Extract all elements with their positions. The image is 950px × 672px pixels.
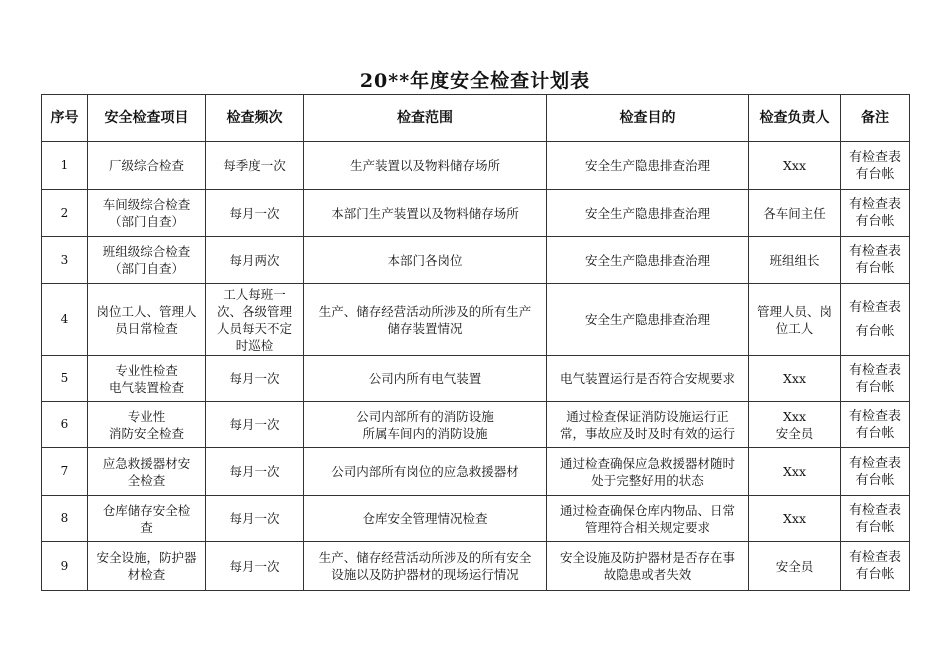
cell-owner-line: 各车间主任 — [763, 205, 826, 221]
cell-scope — [304, 542, 547, 591]
cell-frequency-line: 工人每班一 — [223, 286, 286, 302]
header-frequency: 检查频次 — [206, 95, 304, 142]
cell-purpose-line: 电气装置运行是否符合安规要求 — [559, 371, 735, 386]
cell-item-line: （部门自查） — [108, 261, 184, 276]
cell-scope-line: 生产、储存经营活动所涉及的所有安全 — [318, 550, 532, 565]
cell-frequency-line: 人员每天不定 — [216, 320, 292, 336]
cell-frequency — [206, 448, 304, 496]
cell-note — [841, 448, 910, 496]
cell-owner — [749, 496, 841, 542]
cell-frequency-line: 每月一次 — [229, 464, 280, 479]
cell-note-line: 有台帐 — [855, 323, 895, 339]
cell-note-line: 有检查表 — [848, 149, 901, 165]
table-row — [42, 142, 910, 190]
cell-scope — [304, 142, 547, 190]
cell-note — [841, 142, 910, 190]
cell-note-line: 有台帐 — [855, 379, 895, 395]
cell-purpose — [547, 284, 749, 356]
cell-scope-line: 公司内所有电气装置 — [368, 371, 482, 386]
cell-purpose — [547, 542, 749, 591]
cell-purpose — [547, 402, 749, 448]
cell-note-line: 有台帐 — [855, 166, 895, 182]
cell-purpose — [547, 142, 749, 190]
cell-item — [88, 142, 206, 190]
cell-owner — [749, 237, 841, 284]
cell-note — [841, 237, 910, 284]
cell-owner — [749, 542, 841, 591]
cell-scope-line: 所属车间内的消防设施 — [362, 425, 488, 441]
cell-frequency — [206, 237, 304, 284]
cell-note-line: 有台帐 — [855, 425, 895, 441]
cell-frequency-line: 每月一次 — [229, 511, 280, 526]
cell-owner-line: Xxx — [783, 511, 806, 526]
cell-note — [841, 284, 910, 356]
cell-no: 1 — [42, 142, 88, 190]
cell-owner — [749, 448, 841, 496]
cell-frequency-line: 每月一次 — [229, 417, 280, 432]
cell-frequency — [206, 190, 304, 237]
cell-note — [841, 496, 910, 542]
cell-scope — [304, 496, 547, 542]
cell-owner-line: Xxx — [783, 371, 806, 386]
cell-item-line: 材检查 — [127, 567, 166, 582]
cell-item-line: 车间级综合检查 — [102, 197, 191, 212]
cell-purpose-line: 通过检查确保仓库内物品、日常 — [559, 502, 735, 518]
cell-note-line: 有台帐 — [855, 519, 895, 535]
header-item: 安全检查项目 — [88, 95, 206, 142]
cell-scope-line: 公司内部所有的消防设施 — [356, 408, 494, 424]
table-row — [42, 402, 910, 448]
cell-item-line: 厂级综合检查 — [108, 158, 184, 173]
cell-item-line: 应急救援器材安 — [102, 455, 191, 471]
cell-frequency-line: 每月一次 — [229, 371, 280, 386]
cell-scope — [304, 284, 547, 356]
cell-scope — [304, 190, 547, 237]
table-row — [42, 542, 910, 591]
cell-scope-line: 仓库安全管理情况检查 — [362, 511, 488, 526]
cell-note — [841, 402, 910, 448]
cell-owner-line: 位工人 — [775, 320, 814, 336]
table-row — [42, 284, 910, 356]
header-note: 备注 — [841, 95, 910, 142]
cell-note-line: 有台帐 — [855, 567, 895, 582]
cell-item — [88, 542, 206, 591]
cell-frequency — [206, 356, 304, 402]
cell-owner-line: 班组组长 — [769, 252, 820, 268]
cell-item — [88, 496, 206, 542]
cell-owner — [749, 402, 841, 448]
cell-frequency — [206, 496, 304, 542]
cell-item — [88, 356, 206, 402]
cell-owner-line: 安全员 — [775, 425, 814, 441]
cell-scope — [304, 402, 547, 448]
table-header-row — [42, 95, 910, 142]
cell-purpose — [547, 496, 749, 542]
cell-no: 8 — [42, 496, 88, 542]
cell-item-line: 仓库储存安全检 — [102, 502, 191, 518]
cell-item-line: 专业性检查 — [115, 362, 178, 378]
cell-no: 9 — [42, 542, 88, 591]
cell-scope-line: 公司内部所有岗位的应急救援器材 — [331, 464, 519, 479]
cell-note-line: 有检查表 — [848, 244, 901, 259]
cell-purpose-line: 安全生产隐患排查治理 — [584, 158, 710, 173]
cell-frequency — [206, 402, 304, 448]
cell-no: 2 — [42, 190, 88, 237]
cell-frequency-line: 次、各级管理 — [216, 303, 292, 319]
cell-scope-line: 本部门生产装置以及物料储存场所 — [331, 205, 519, 221]
cell-item-line: 电气装置检查 — [108, 379, 184, 395]
cell-no: 6 — [42, 402, 88, 448]
cell-frequency-line: 每月一次 — [229, 558, 280, 574]
cell-owner-line: Xxx — [783, 158, 806, 173]
cell-owner-line: Xxx — [783, 408, 806, 424]
cell-item-line: 查 — [140, 519, 153, 535]
cell-item — [88, 448, 206, 496]
cell-frequency — [206, 284, 304, 356]
cell-note-line: 有检查表 — [848, 362, 901, 378]
cell-item — [88, 190, 206, 237]
cell-note-line: 有检查表 — [848, 550, 901, 565]
cell-note-line: 有台帐 — [855, 261, 895, 276]
cell-note-line: 有检查表 — [848, 502, 901, 518]
cell-purpose-line: 安全生产隐患排查治理 — [584, 205, 710, 221]
cell-scope — [304, 448, 547, 496]
cell-no: 7 — [42, 448, 88, 496]
cell-note — [841, 542, 910, 591]
cell-purpose-line: 常，事故应及时及时有效的运行 — [559, 425, 735, 441]
cell-purpose-line: 故隐患或者失效 — [603, 567, 692, 582]
cell-purpose-line: 安全生产隐患排查治理 — [584, 252, 710, 268]
table-row — [42, 448, 910, 496]
cell-scope-line: 储存装置情况 — [387, 320, 463, 336]
cell-note — [841, 190, 910, 237]
cell-purpose-line: 管理符合相关规定要求 — [584, 519, 710, 535]
cell-owner-line: Xxx — [783, 464, 806, 479]
page-title: 20**年度安全检查计划表 — [359, 70, 591, 92]
cell-no: 4 — [42, 284, 88, 356]
cell-owner — [749, 142, 841, 190]
cell-owner — [749, 190, 841, 237]
cell-frequency — [206, 542, 304, 591]
cell-frequency-line: 每月一次 — [229, 205, 280, 221]
header-scope: 检查范围 — [304, 95, 547, 142]
inspection-plan-table — [41, 94, 910, 591]
cell-purpose-line: 处于完整好用的状态 — [591, 472, 704, 488]
cell-purpose — [547, 190, 749, 237]
header-no: 序号 — [42, 95, 88, 142]
header-purpose: 检查目的 — [547, 95, 749, 142]
cell-note-line: 有检查表 — [848, 455, 901, 471]
cell-scope — [304, 356, 547, 402]
cell-purpose — [547, 237, 749, 284]
cell-item — [88, 237, 206, 284]
cell-scope-line: 生产装置以及物料储存场所 — [349, 158, 500, 173]
table-body — [42, 142, 910, 591]
cell-frequency — [206, 142, 304, 190]
cell-item-line: 员日常检查 — [115, 320, 178, 336]
cell-owner-line: 安全员 — [775, 558, 814, 574]
cell-note — [841, 356, 910, 402]
cell-no: 3 — [42, 237, 88, 284]
cell-item-line: 安全设施，防护器 — [96, 550, 197, 565]
cell-scope-line: 本部门各岗位 — [387, 252, 463, 268]
cell-frequency-line: 每季度一次 — [223, 158, 286, 173]
cell-note-line: 有检查表 — [848, 408, 901, 424]
cell-owner-line: 管理人员、岗 — [756, 303, 832, 319]
cell-item-line: 岗位工人、管理人 — [96, 303, 197, 319]
cell-purpose-line: 通过检查确保应急救援器材随时 — [559, 455, 735, 471]
cell-note-line: 有检查表 — [848, 197, 901, 212]
cell-purpose-line: 安全设施及防护器材是否存在事 — [559, 550, 735, 565]
cell-item — [88, 402, 206, 448]
cell-item-line: 班组级综合检查 — [102, 244, 191, 259]
cell-no: 5 — [42, 356, 88, 402]
cell-item-line: 全检查 — [127, 472, 166, 488]
cell-item — [88, 284, 206, 356]
table-row — [42, 496, 910, 542]
cell-purpose — [547, 448, 749, 496]
table-row — [42, 237, 910, 284]
cell-scope — [304, 237, 547, 284]
cell-item-line: （部门自查） — [108, 214, 184, 229]
table-row — [42, 356, 910, 402]
cell-note-line: 有台帐 — [855, 214, 895, 229]
cell-owner — [749, 356, 841, 402]
cell-scope-line: 生产、储存经营活动所涉及的所有生产 — [318, 303, 532, 319]
header-owner: 检查负责人 — [749, 95, 841, 142]
cell-frequency-line: 每月两次 — [229, 252, 280, 268]
cell-item-line: 专业性 — [127, 408, 166, 424]
cell-owner — [749, 284, 841, 356]
cell-purpose-line: 安全生产隐患排查治理 — [584, 312, 710, 327]
cell-note-line: 有检查表 — [848, 299, 901, 315]
table-row — [42, 190, 910, 237]
cell-frequency-line: 时巡检 — [235, 337, 274, 353]
cell-purpose — [547, 356, 749, 402]
cell-purpose-line: 通过检查保证消防设施运行正 — [566, 408, 729, 424]
cell-note-line: 有台帐 — [855, 472, 895, 488]
cell-item-line: 消防安全检查 — [108, 425, 184, 441]
cell-scope-line: 设施以及防护器材的现场运行情况 — [331, 567, 519, 582]
